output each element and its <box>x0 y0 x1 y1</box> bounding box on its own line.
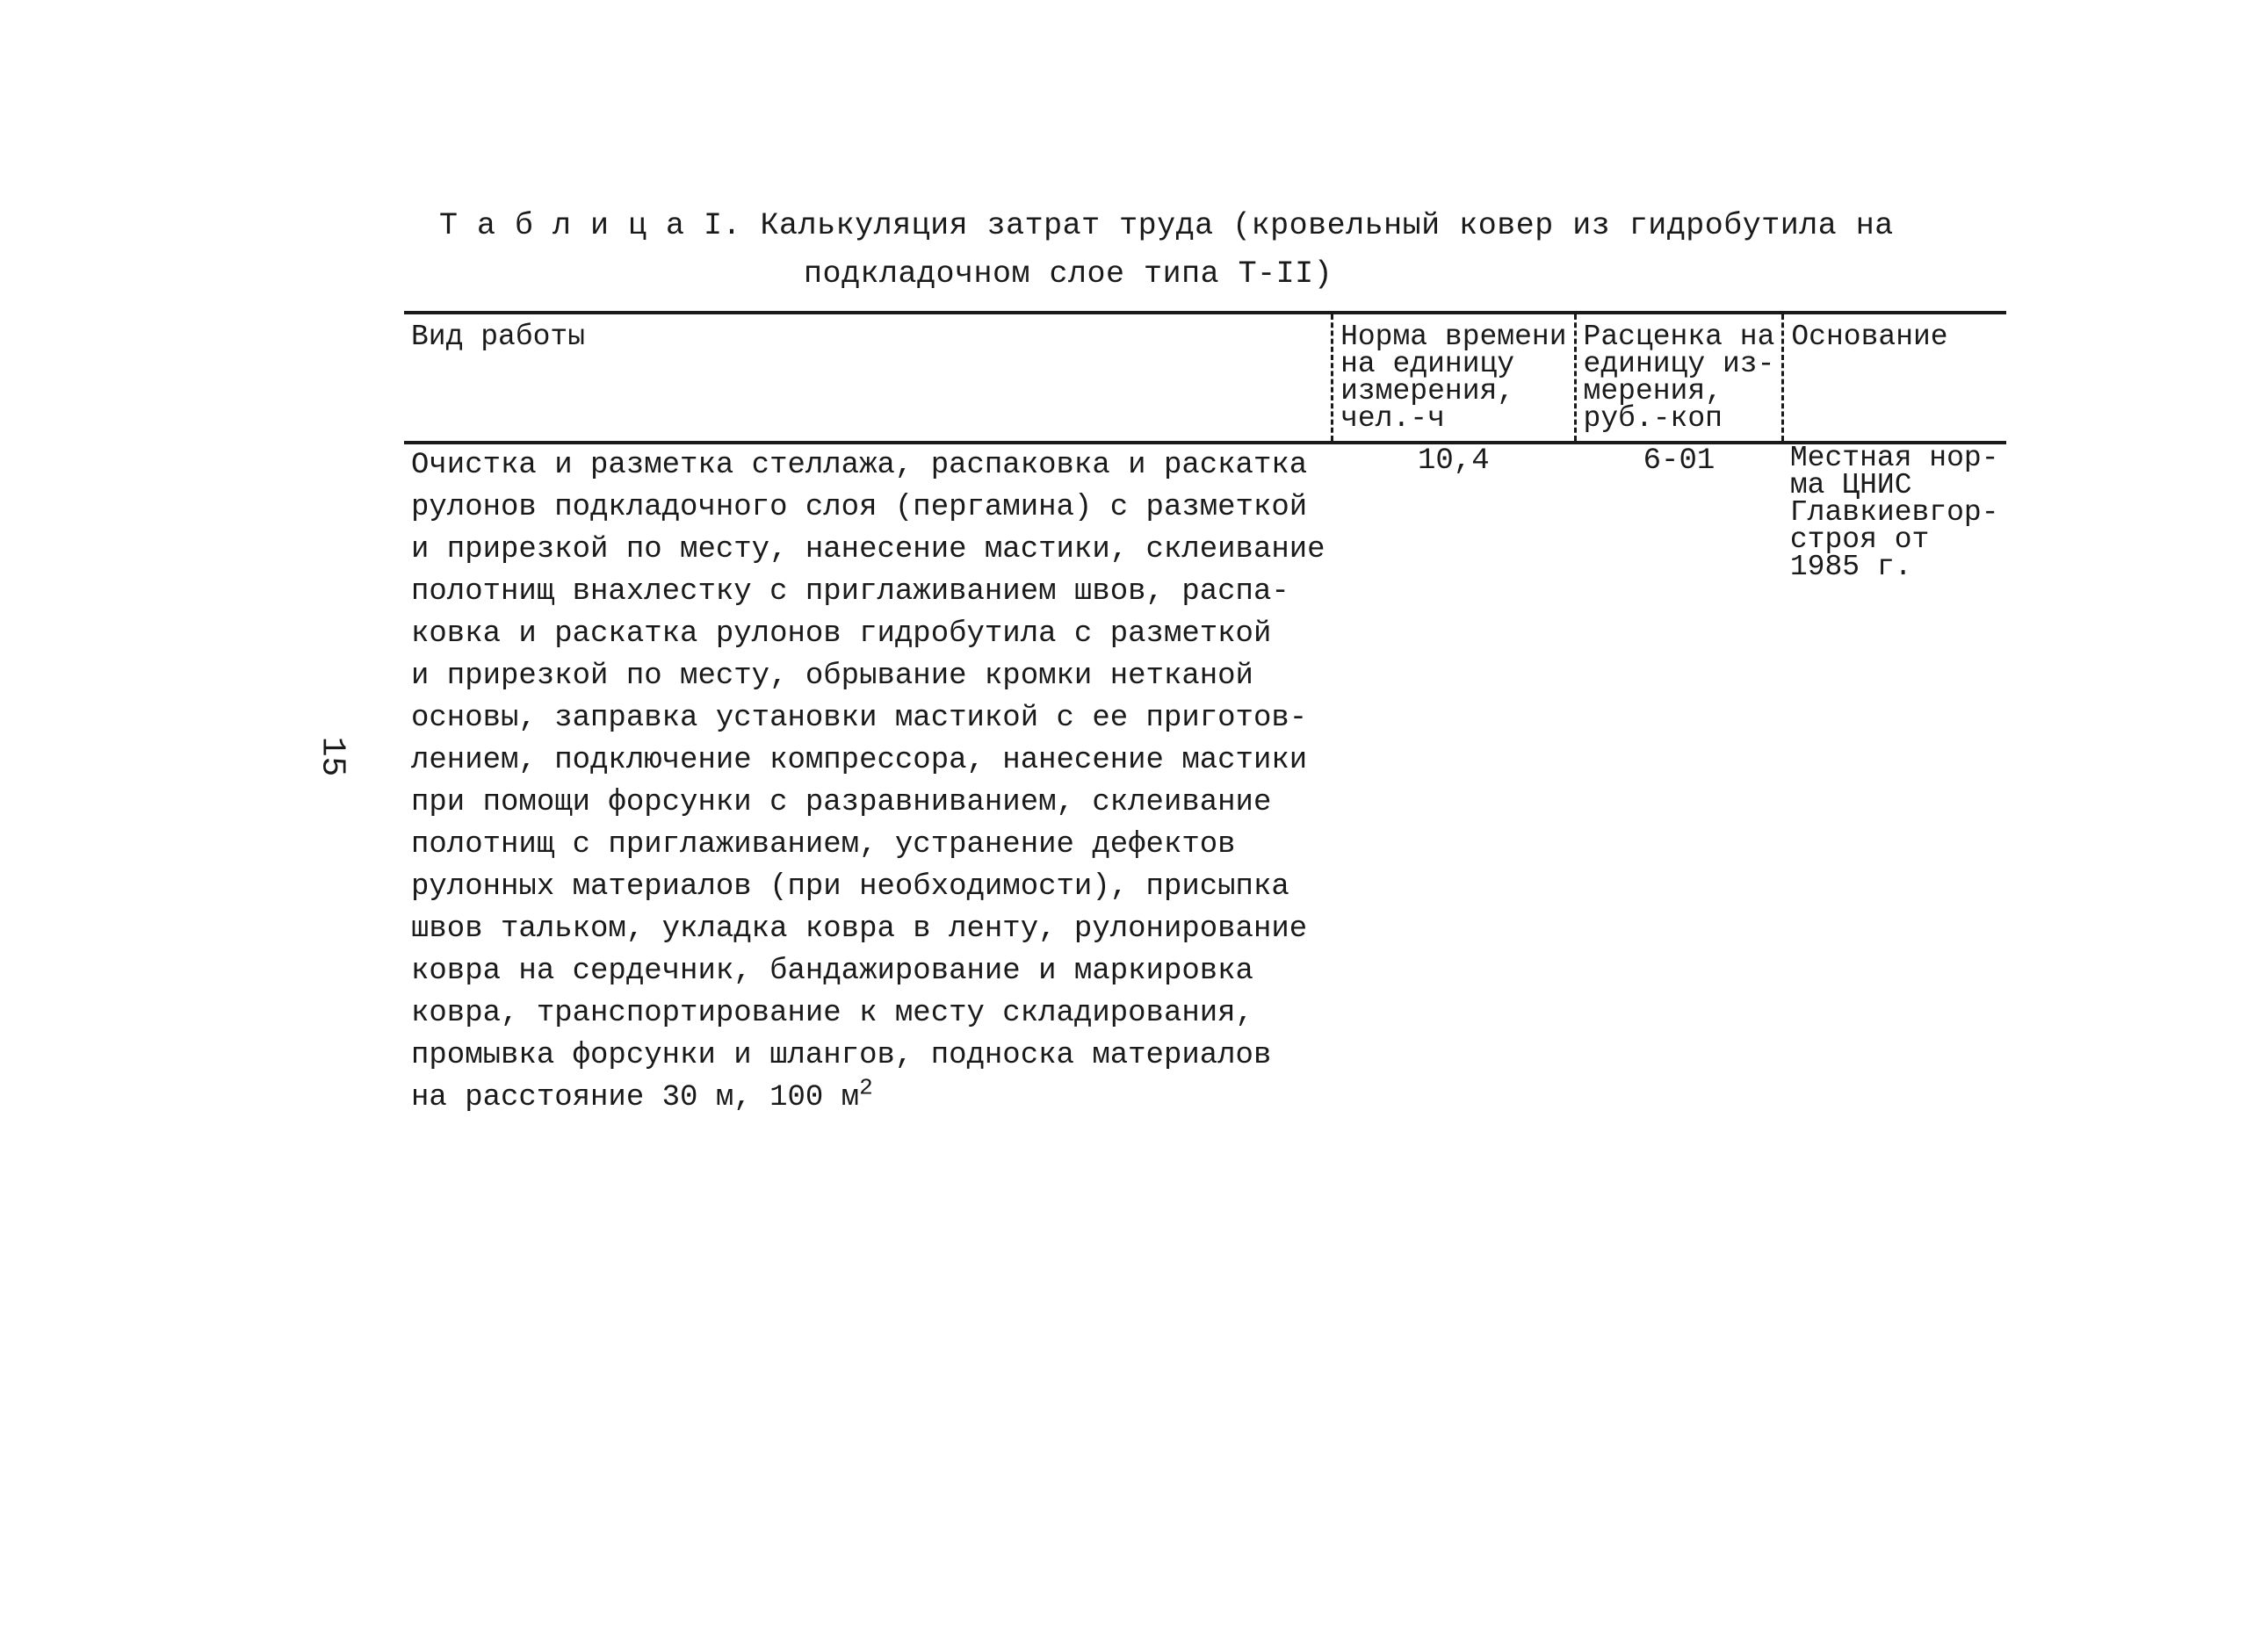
basis-line: ма ЦНИС <box>1789 469 1912 501</box>
work-description-last-line <box>411 1074 1325 1119</box>
work-description-line: ковка и раскатка рулонов гидробутила с разметкой <box>411 617 1272 651</box>
basis-line: Главкиевгор- <box>1789 496 1999 529</box>
basis-line: 1985 г. <box>1789 551 1912 583</box>
table-title <box>404 202 1985 299</box>
header-time-norm-line: на единицу <box>1340 348 1515 380</box>
work-description-line: рулонов подкладочного слоя (пергамина) с разметкой <box>411 491 1308 524</box>
work-description-line: ковра на сердечник, бандажирование и маркировка <box>411 955 1253 988</box>
table-header-row <box>404 313 2006 443</box>
work-description-line: лением, подключение компрессора, нанесение мастики <box>411 744 1308 777</box>
header-rate-line: мерения, <box>1583 375 1723 408</box>
work-description-line: основы, заправка установки мастикой с ее приготов- <box>411 702 1308 735</box>
work-description-line: ковра, транспортирование к месту складирования, <box>411 997 1253 1030</box>
labor-cost-table <box>404 311 2006 1119</box>
header-time-norm <box>1333 313 1575 443</box>
table-row <box>404 443 2006 1119</box>
table-title-line-1: Т а б л и ц а I. Калькуляция затрат труда (кровельный ковер из гидробутила на <box>439 208 1894 243</box>
header-rate <box>1575 313 1783 443</box>
header-rate-line: единицу из- <box>1583 348 1775 380</box>
page-number: 15 <box>313 736 351 777</box>
work-description-line: и прирезкой по месту, нанесение мастики, склеивание <box>411 533 1325 566</box>
work-description-line: швов тальком, укладка ковра в ленту, рулонирование <box>411 912 1308 946</box>
work-unit-power: 2 <box>859 1074 873 1101</box>
work-description-line: Очистка и разметка стеллажа, распаковка и раскатка <box>411 449 1308 482</box>
header-time-norm-line: Норма времени <box>1340 321 1567 353</box>
time-norm-value: 10,4 <box>1417 444 1490 478</box>
basis-line: Местная нор- <box>1789 442 1999 474</box>
header-time-norm-line: измерения, <box>1340 375 1515 408</box>
header-time-norm-line: чел.-ч <box>1340 402 1445 435</box>
rate-value: 6-01 <box>1643 444 1715 478</box>
work-description <box>404 443 1333 1119</box>
header-work-type: Вид работы <box>411 321 586 353</box>
table-title-line-2: подкладочном слое типа Т-II) <box>804 256 1333 292</box>
basis-value <box>1783 443 2006 1119</box>
work-description-line: при помощи форсунки с разравниванием, склеивание <box>411 786 1272 819</box>
work-description-line: промывка форсунки и шлангов, подноска материалов <box>411 1039 1272 1072</box>
header-rate-line: руб.-коп <box>1583 402 1723 435</box>
work-unit-text: на расстояние 30 м, 100 м <box>411 1081 860 1114</box>
header-basis: Основание <box>1783 313 2006 443</box>
work-description-line: полотнищ с приглаживанием, устранение дефектов <box>411 828 1236 862</box>
work-description-line: рулонных материалов (при необходимости), присыпка <box>411 870 1289 904</box>
header-rate-line: Расценка на <box>1583 321 1775 353</box>
work-description-line: и прирезкой по месту, обрывание кромки нетканой <box>411 660 1253 693</box>
basis-line: строя от <box>1789 523 1930 556</box>
work-description-line: полотнищ внахлестку с приглаживанием швов, распа- <box>411 575 1289 609</box>
